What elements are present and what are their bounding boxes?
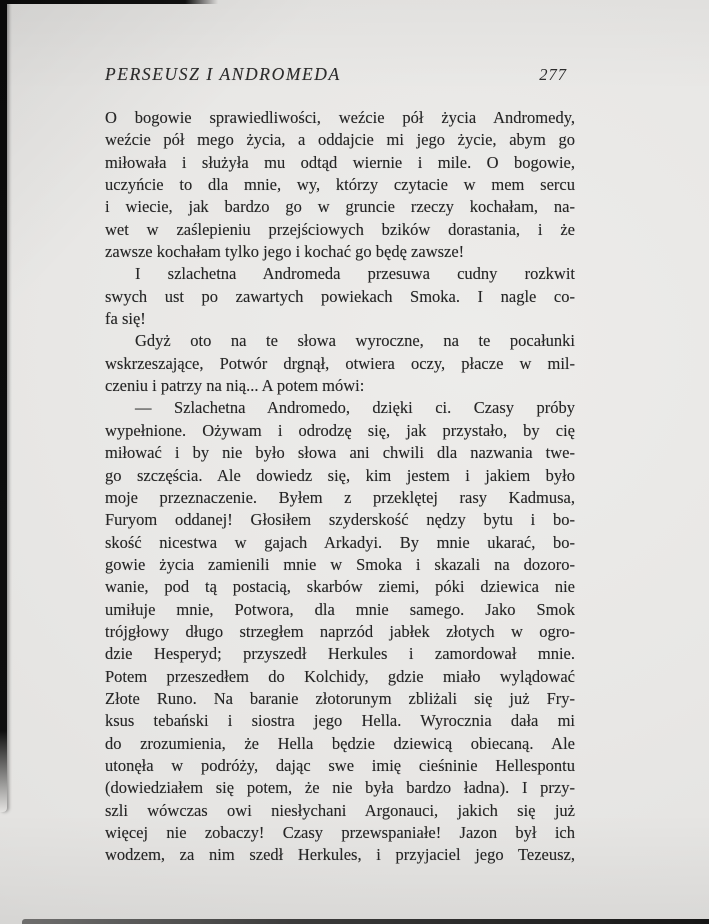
text-line: utonęła w podróży, dając swe imię cieśninie Hellespontu [105,755,575,775]
text-line: wskrzeszające, Potwór drgnął, otwiera oczy, płacze w mil- [105,353,575,373]
page-header [105,64,575,85]
text-line: Furyom oddanej! Głosiłem szyderskość nędzy bytu i bo- [105,510,575,530]
text-line: umiłuje mnie, Potwora, dla mnie samego. Jako Smok [105,599,575,619]
text-line: więcej nie zobaczy! Czasy przewspaniałe! Jazon był ich [105,823,575,842]
text-line: do zrozumienia, że Hella będzie dziewicą obiecaną. Ale [105,733,575,753]
text-line: ksus tebański i siostra jego Hella. Wyrocznia dała mi [105,711,575,731]
text-line: zawsze kochałam tylko jego i kochać go będę zawsze! [105,242,465,262]
text-line: miłować i by nie było słowa ani chwili dla nazwania twe- [105,443,575,463]
text-line: wodzem, za nim szedł Herkules, i przyjaciel jego Tezeusz, [105,845,575,865]
text-line: fa się! [105,309,146,329]
text-line: dzie Hesperyd; przyszedł Herkules i zamordował mnie. [105,644,575,664]
text-line: i wiecie, jak bardzo go w gruncie rzeczy kochałam, na- [105,197,575,217]
page-text [105,107,575,867]
text-line: szli wówczas owi niesłychani Argonauci, jakich się już [105,800,575,820]
text-line: wet w zaślepieniu przejściowych bzików dorastania, i że [105,219,575,239]
text-line: Potem przeszedłem do Kolchidy, gdzie miało wylądować [105,666,575,686]
text-line: gowie życia zamienili mnie w Smoka i skazali na dozoro- [105,554,575,574]
text-line: moje przeznaczenie. Byłem z przeklętej rasy Kadmusa, [105,487,575,507]
text-line: czeniu i patrzy na nią... A potem mówi: [105,376,365,396]
scan-edge-left [0,0,7,812]
running-title: PERSEUSZ I ANDROMEDA [105,64,341,84]
text-line: go szczęścia. Ale dowiedz się, kim jestem i jakiem było [105,465,575,485]
text-line: trójgłowy długo strzegłem naprzód jabłek złotych w ogro- [105,621,575,641]
text-line: miłowała i służyła mu odtąd wiernie i mile. O bogowie, [105,152,575,172]
text-line: I szlachetna Andromeda przesuwa cudny rozkwit [135,264,575,284]
text-line: uczyńcie to dla mnie, wy, którzy czytacie w mem sercu [105,175,575,195]
page-number: 277 [539,65,567,84]
text-line: Złote Runo. Na baranie złotorunym zbliżali się już Fry- [105,688,575,708]
text-line: wypełnione. Ożywam i odrodzę się, jak przystało, by cię [105,420,575,440]
text-line: O bogowie sprawiedliwości, weźcie pół życia Andromedy, [105,108,575,127]
text-line: skość nicestwa w gajach Arkadyi. By mnie ukarać, bo- [105,532,575,552]
text-line: swych ust po zawartych powiekach Smoka. I nagle co- [105,286,575,306]
text-line: wanie, pod tą postacią, skarbów ziemi, póki dziewica nie [105,577,575,597]
text-line: Gdyż oto na te słowa wyroczne, na te pocałunki [135,331,575,351]
text-line: (dowiedziałem się potem, że nie była bardzo ładna). I przy- [105,778,575,798]
scan-edge-bottom [22,919,709,924]
text-line: — Szlachetna Andromedo, dzięki ci. Czasy próby [135,398,575,418]
scan-edge-top [0,0,218,4]
text-line: weźcie pół mego życia, a oddajcie mi jego życie, abym go [105,130,575,150]
